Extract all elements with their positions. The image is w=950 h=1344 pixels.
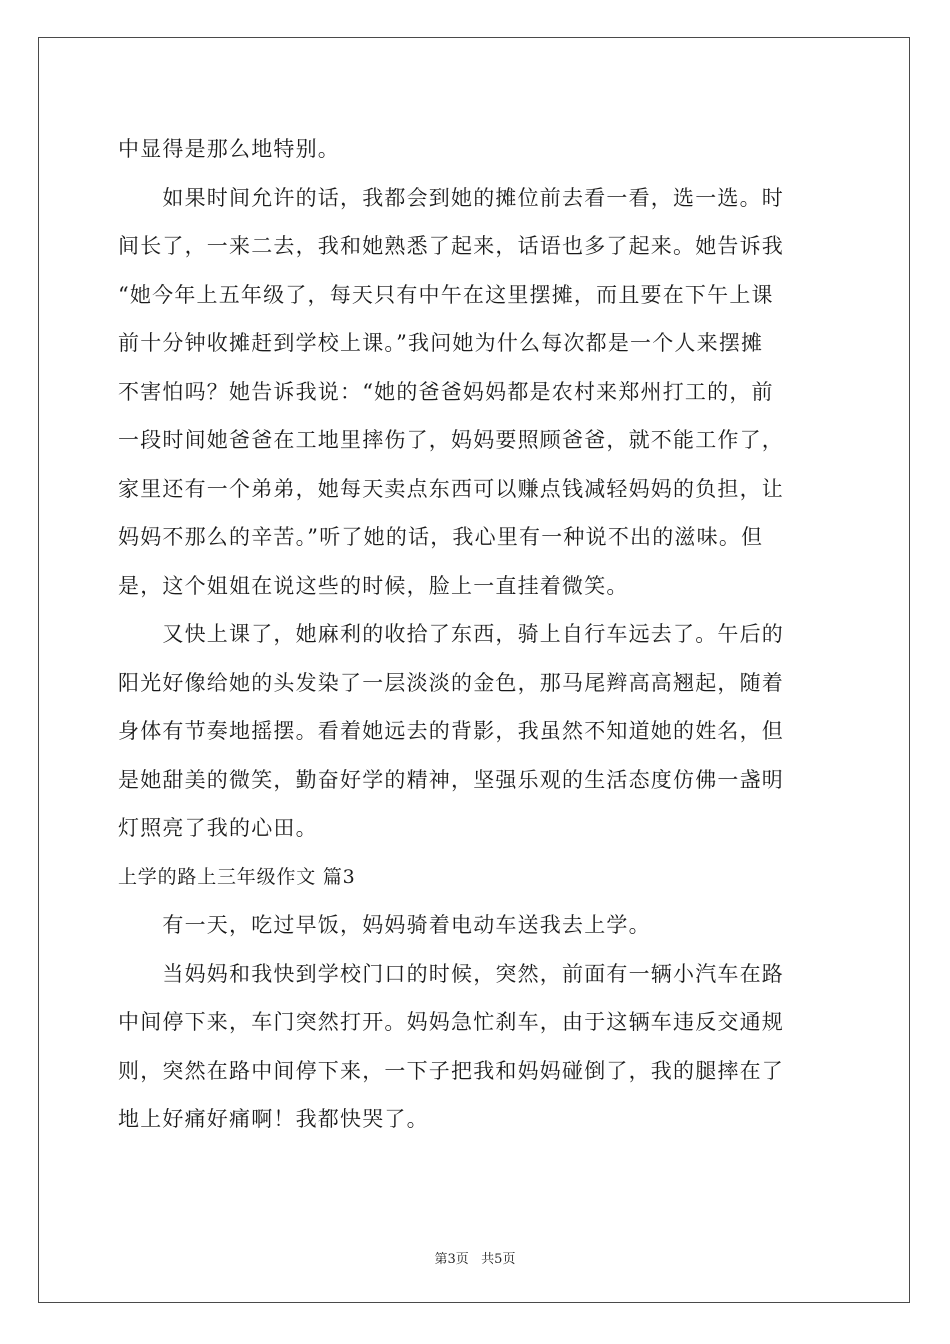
text-line: 又快上课了，她麻利的收拾了东西，骑上自行车远去了。午后的: [118, 622, 784, 646]
text-line: “她今年上五年级了，每天只有中午在这里摆摊，而且要在下午上课: [118, 282, 774, 307]
text-line: 是，这个姐姐在说这些的时候，脸上一直挂着微笑。: [118, 573, 629, 598]
text-line: 地上好痛好痛啊！我都快哭了。: [118, 1107, 429, 1131]
text-line: 妈妈不那么的辛苦。”听了她的话，我心里有一种说不出的滋味。但: [118, 525, 764, 549]
text-line: 灯照亮了我的心田。: [118, 816, 318, 840]
text-line: 间长了，一来二去，我和她熟悉了起来，话语也多了起来。她告诉我: [118, 234, 784, 258]
text-line: 不害怕吗？她告诉我说：“她的爸爸妈妈都是农村来郑州打工的，前: [118, 379, 774, 404]
text-line: 当妈妈和我快到学校门口的时候，突然，前面有一辆小汽车在路: [118, 961, 784, 986]
section-heading: 上学的路上三年级作文 篇3: [118, 865, 356, 888]
text-line: 前十分钟收摊赶到学校上课。”我问她为什么每次都是一个人来摆摊: [118, 331, 764, 355]
text-line: 身体有节奏地摇摆。看着她远去的背影，我虽然不知道她的姓名，但: [118, 719, 784, 743]
document-body: [118, 125, 836, 1144]
text-line: 阳光好像给她的头发染了一层淡淡的金色，那马尾辫高高翘起，随着: [118, 670, 784, 695]
text-line: 有一天，吃过早饭，妈妈骑着电动车送我去上学。: [118, 913, 651, 937]
text-line: 中间停下来，车门突然打开。妈妈急忙刹车，由于这辆车违反交通规: [118, 1010, 784, 1034]
page-footer: 第3页 共5页: [434, 1252, 516, 1267]
text-line: 如果时间允许的话，我都会到她的摊位前去看一看，选一选。时: [118, 185, 784, 210]
text-line: 一段时间她爸爸在工地里摔伤了，妈妈要照顾爸爸，就不能工作了，: [118, 428, 784, 452]
text-line: 是她甜美的微笑，勤奋好学的精神，坚强乐观的生活态度仿佛一盏明: [118, 767, 784, 792]
text-line: 家里还有一个弟弟，她每天卖点东西可以赚点钱减轻妈妈的负担，让: [118, 476, 784, 501]
text-line: 中显得是那么地特别。: [118, 137, 340, 161]
text-line: 则，突然在路中间停下来，一下子把我和妈妈碰倒了，我的腿摔在了: [118, 1058, 784, 1083]
